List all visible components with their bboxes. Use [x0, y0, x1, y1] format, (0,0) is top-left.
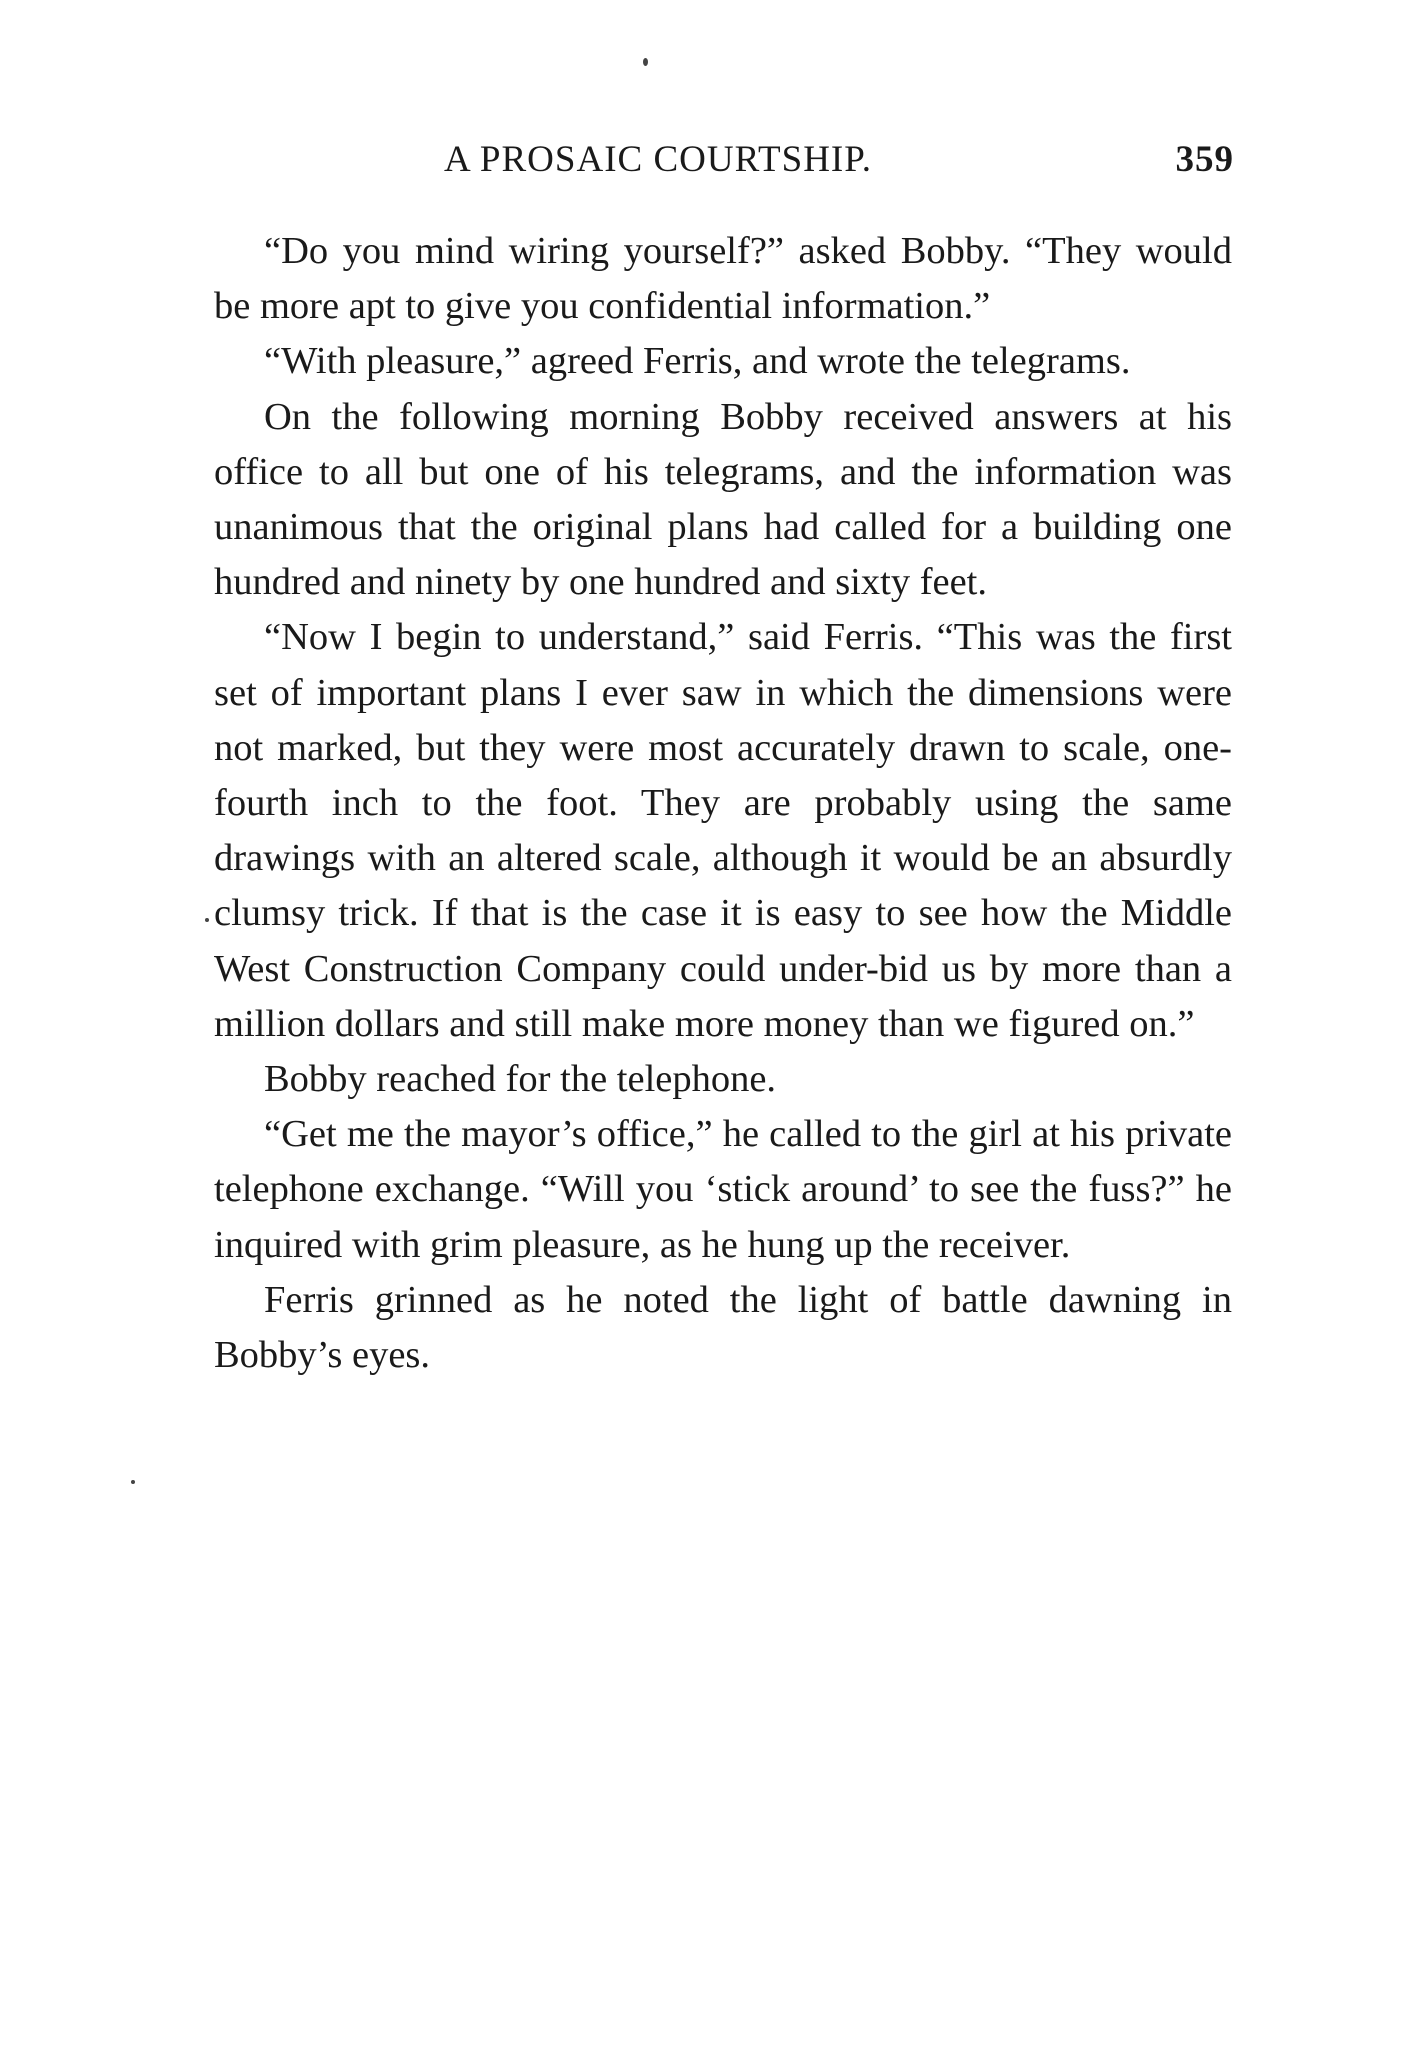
ink-speck-margin-lower-left: [131, 1480, 135, 1484]
paragraph: Ferris grinned as he noted the light of battle dawning in Bobby’s eyes.: [214, 1278, 1232, 1377]
running-head: [214, 138, 1234, 192]
ink-speck-margin-left: [205, 918, 209, 922]
page-number: 359: [1175, 139, 1234, 180]
paragraph: Bobby reached for the telephone.: [264, 1058, 777, 1101]
paragraph: “Now I begin to understand,” said Ferris. “This was the first set of important plans I ever saw in which the dimensions were not marked, but they were most accurately drawn to scale, one-fourth inch to the foot. They are probably using the same drawings with an altered scale, although it would be an absurdly clumsy trick. If that is the case it is easy to see how the Middle West Construction Company could under-bid us by more than a million dollars and still make more money than we figured on.”: [214, 616, 1232, 1045]
body-text: [214, 224, 1232, 1383]
paragraph: “Get me the mayor’s office,” he called to the girl at his private telephone exchange. “Will you ‘stick around’ to see the fuss?” he inquired with grim pleasure, as he hung up the receiver.: [214, 1113, 1232, 1266]
paragraph: On the following morning Bobby received answers at his office to all but one of his telegrams, and the information was unanimous that the original plans had called for a building one hundred and ninety by one hundred and sixty feet.: [214, 395, 1232, 604]
ink-speck-top: [643, 58, 648, 66]
paragraph: “Do you mind wiring yourself?” asked Bobby. “They would be more apt to give you confidential information.”: [214, 230, 1232, 328]
running-title: A PROSAIC COURTSHIP.: [444, 139, 872, 180]
paragraph: “With pleasure,” agreed Ferris, and wrote the telegrams.: [264, 340, 1131, 383]
